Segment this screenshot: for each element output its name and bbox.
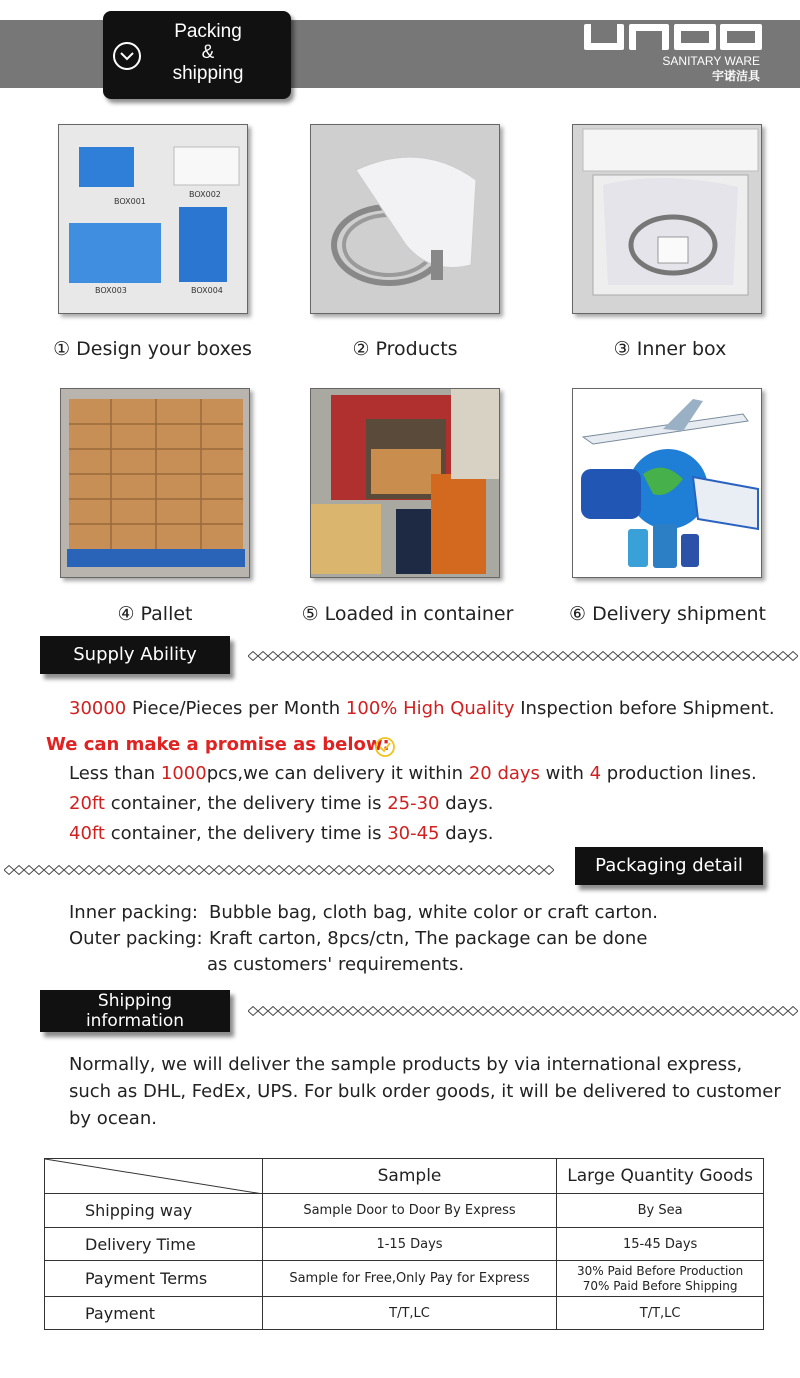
caption-products: ② Products: [352, 338, 458, 360]
caption-delivery-shipment: ⑥ Delivery shipment: [569, 603, 766, 625]
shipping-paragraph-line-3: by ocean.: [69, 1108, 157, 1129]
cell-sample-shipping-way: Sample Door to Door By Express: [262, 1194, 557, 1228]
photo-products: [310, 124, 500, 314]
chain-divider: [248, 650, 798, 662]
supply-capacity-line: 30000 Piece/Pieces per Month 100% High Quality Inspection before Shipment.: [69, 698, 775, 719]
caption-loaded-container: ⑤ Loaded in container: [301, 603, 514, 625]
table-row: [45, 1194, 764, 1228]
box-label-1: BOX001: [114, 197, 146, 206]
chain-divider: [248, 1005, 798, 1017]
photo-pallet: [60, 388, 250, 578]
promise-heading: We can make a promise as below:: [46, 734, 390, 755]
inner-packing-label: Inner packing:: [69, 902, 198, 923]
box-label-3: BOX003: [95, 286, 127, 295]
brand-subtitle: SANITARY WARE 宇诺洁具: [662, 54, 760, 83]
caption-design-boxes: ① Design your boxes: [53, 338, 252, 360]
photo-inner-box: [572, 124, 762, 314]
promise-line-2: 20ft container, the delivery time is 25-30 days.: [69, 793, 494, 814]
caption-pallet: ④ Pallet: [117, 603, 193, 625]
table-row: [45, 1228, 764, 1261]
box-label-2: BOX002: [189, 190, 221, 199]
col-header-large-quantity: Large Quantity Goods: [557, 1159, 764, 1194]
row-label-payment: Payment: [45, 1297, 263, 1330]
outer-packing-label: Outer packing:: [69, 928, 203, 949]
cell-sample-payment-terms: Sample for Free,Only Pay for Express: [262, 1261, 557, 1297]
cell-large-payment: T/T,LC: [557, 1297, 764, 1330]
promise-line-3: 40ft container, the delivery time is 30-45 days.: [69, 823, 494, 844]
shipping-information-heading: Shipping information: [40, 990, 230, 1032]
box-label-4: BOX004: [191, 286, 223, 295]
shipping-paragraph-line-1: Normally, we will deliver the sample products by via international express,: [69, 1054, 743, 1075]
cell-large-payment-terms: 30% Paid Before Production 70% Paid Before Shipping: [557, 1261, 764, 1297]
row-label-payment-terms: Payment Terms: [45, 1261, 263, 1297]
row-label-shipping-way: Shipping way: [45, 1194, 263, 1228]
chevron-down-icon: [113, 42, 141, 70]
row-label-delivery-time: Delivery Time: [45, 1228, 263, 1261]
brand-logo: [584, 20, 764, 54]
outer-packing-text-2: as customers' requirements.: [207, 954, 465, 975]
promise-line-1: Less than 1000pcs,we can delivery it within 20 days with 4 production lines.: [69, 763, 757, 784]
supply-ability-heading: Supply Ability: [40, 636, 230, 674]
photo-delivery-shipment: [572, 388, 762, 578]
packaging-detail-heading: Packaging detail: [575, 847, 763, 885]
cell-sample-delivery-time: 1-15 Days: [262, 1228, 557, 1261]
photo-loaded-container: [310, 388, 500, 578]
shipping-table: [44, 1158, 764, 1330]
col-header-sample: Sample: [262, 1159, 557, 1194]
cell-large-shipping-way: By Sea: [557, 1194, 764, 1228]
check-circle-icon: [374, 736, 396, 758]
inner-packing-text: Bubble bag, cloth bag, white color or craft carton.: [209, 902, 658, 923]
cell-sample-payment: T/T,LC: [262, 1297, 557, 1330]
caption-inner-box: ③ Inner box: [613, 338, 727, 360]
cell-large-delivery-time: 15-45 Days: [557, 1228, 764, 1261]
table-row: [45, 1261, 764, 1297]
photo-design-boxes: [58, 124, 248, 314]
table-corner-cell: [45, 1159, 263, 1194]
chain-divider: [4, 864, 554, 876]
table-header-row: [45, 1159, 764, 1194]
shipping-paragraph-line-2: such as DHL, FedEx, UPS. For bulk order goods, it will be delivered to customer: [69, 1081, 781, 1102]
table-row: [45, 1297, 764, 1330]
packing-shipping-title: Packing & shipping: [172, 21, 244, 84]
outer-packing-text: Kraft carton, 8pcs/ctn, The package can be done: [209, 928, 648, 949]
